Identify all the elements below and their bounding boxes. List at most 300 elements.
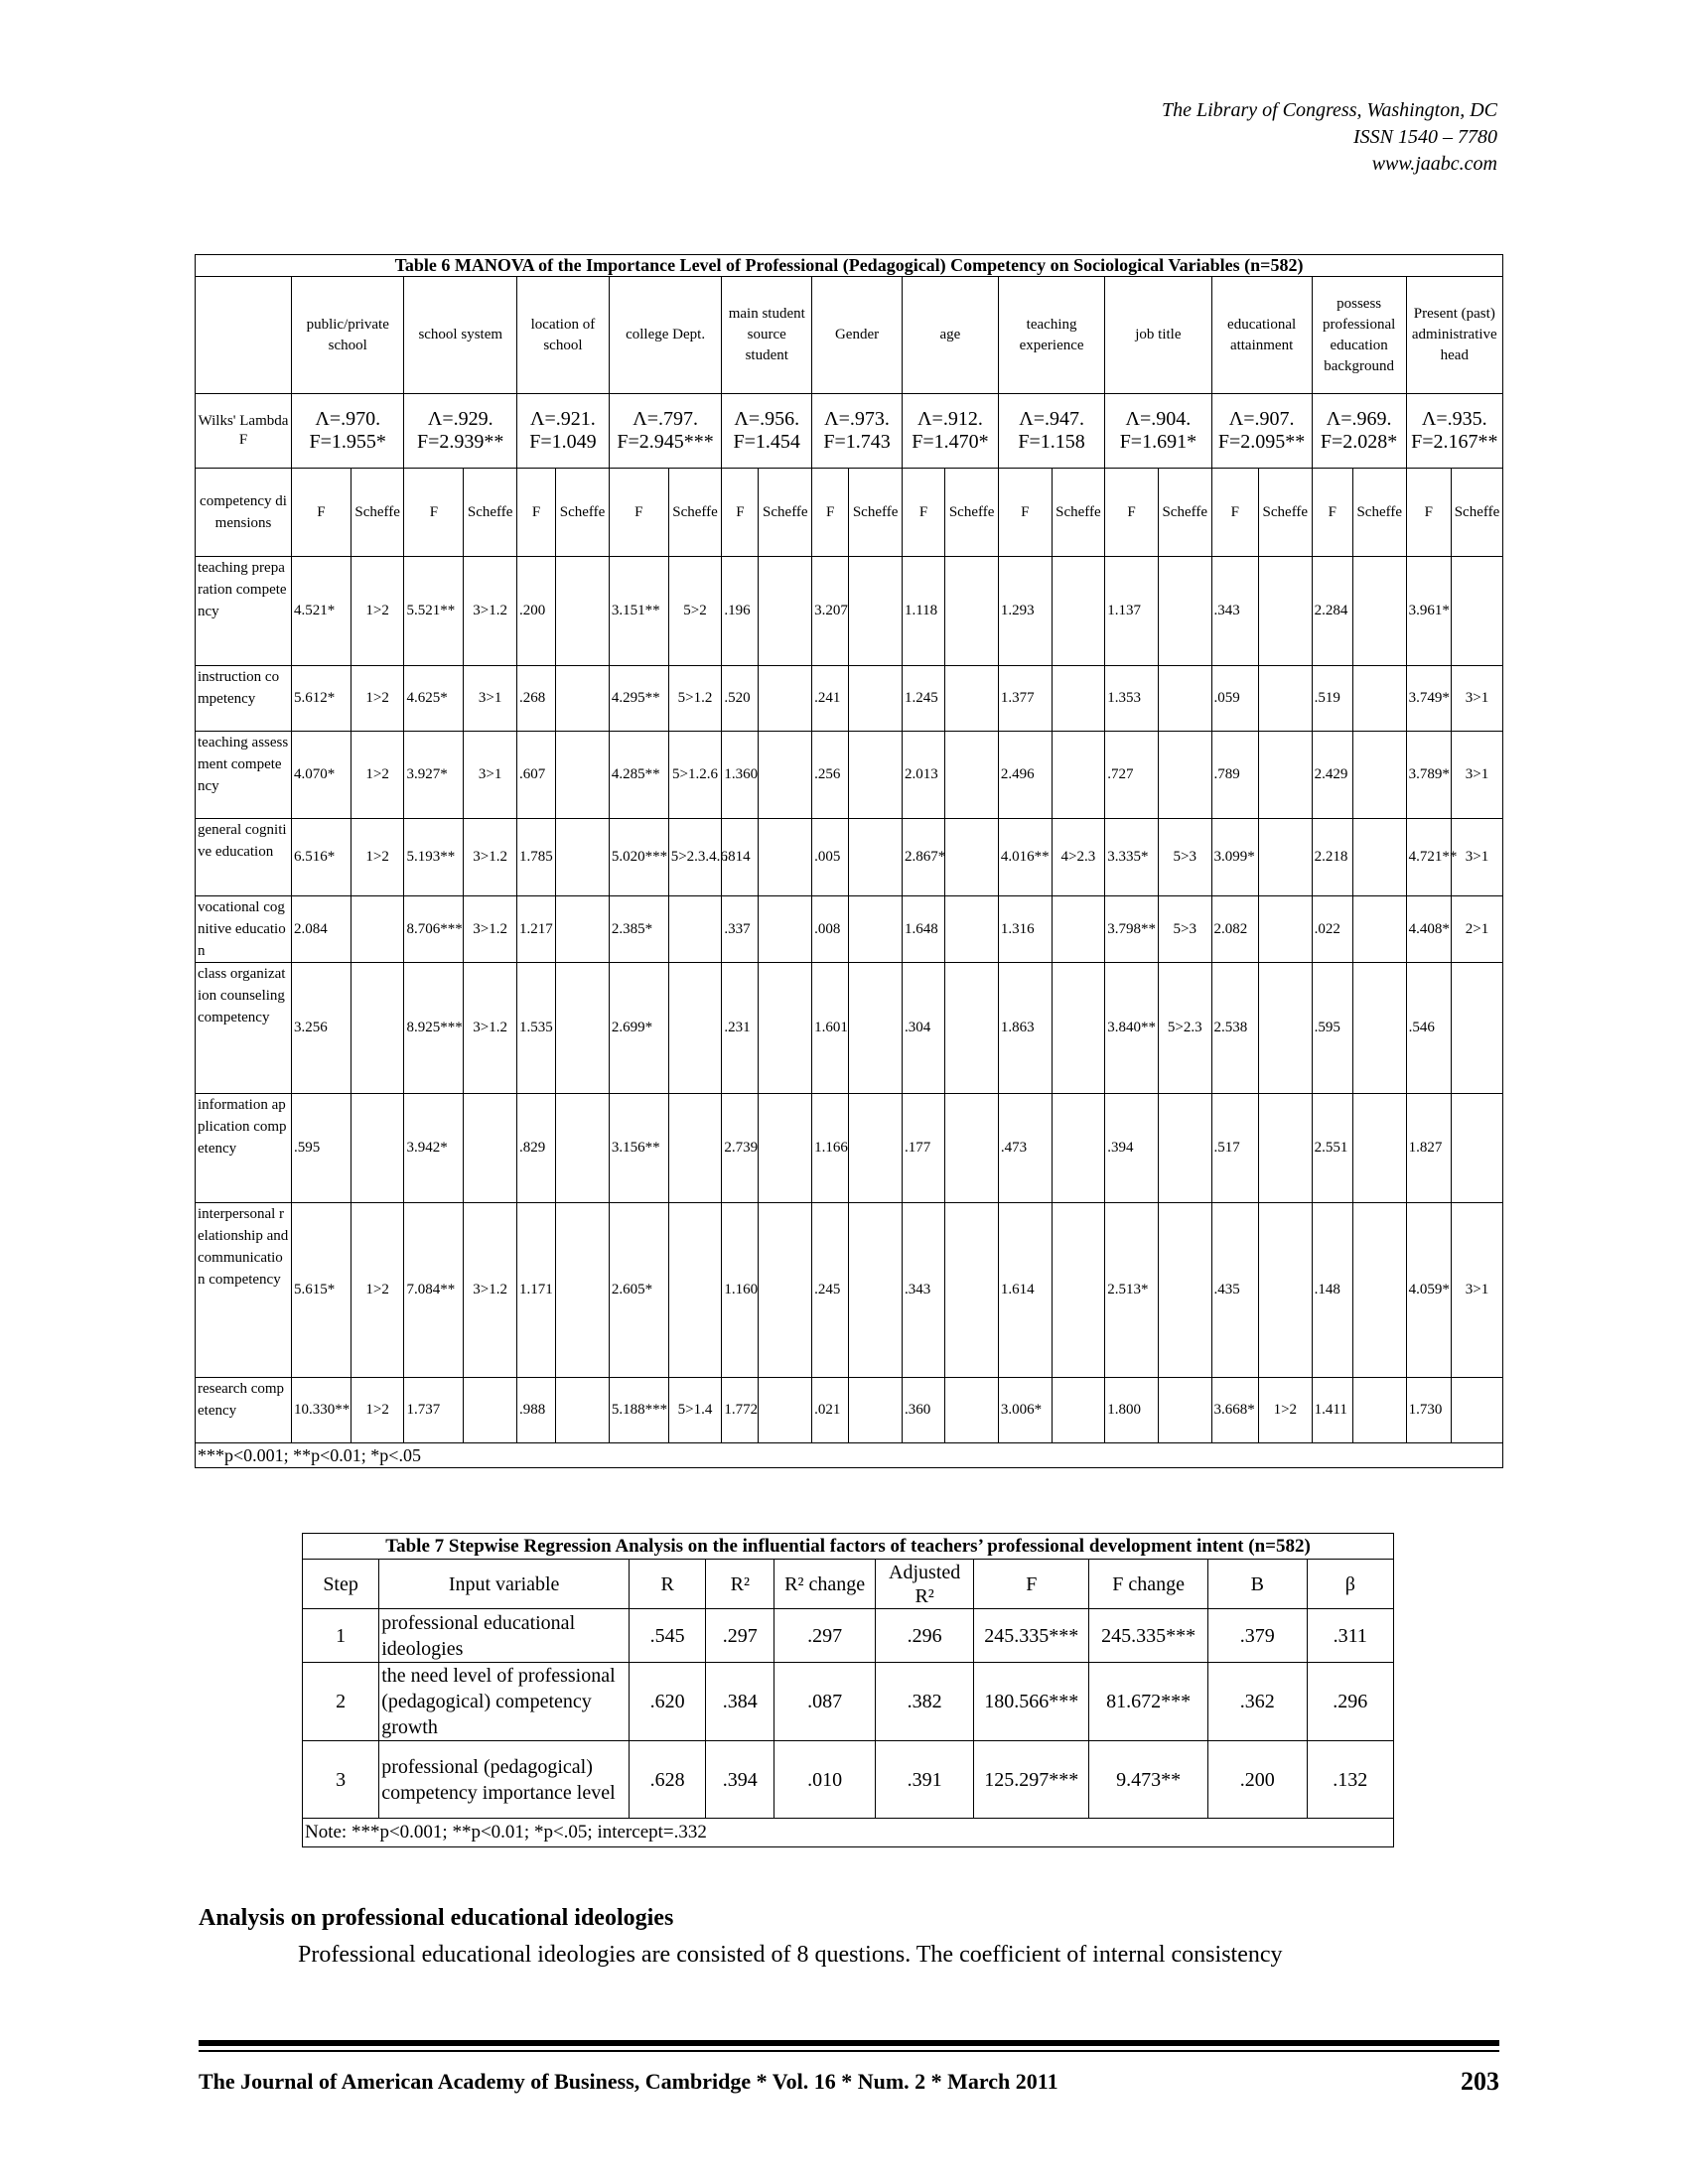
f-value-cell: .517 — [1211, 1094, 1258, 1203]
input-variable-cell: the need level of professional (pedagogical) competency growth — [379, 1663, 630, 1741]
table-6-note: ***p<0.001; **p<0.01; *p<.05 — [196, 1443, 1503, 1468]
f-value-cell: 1.411 — [1312, 1378, 1352, 1443]
f-value-cell: 2.605* — [609, 1203, 668, 1378]
scheffe-cell — [1052, 732, 1105, 819]
wilks-lambda-value: Λ=.929. F=2.939** — [404, 394, 517, 469]
f-subheader: F — [1211, 469, 1258, 557]
scheffe-cell — [945, 819, 999, 896]
wilks-lambda-value: Λ=.904. F=1.691* — [1105, 394, 1211, 469]
scheffe-cell — [1158, 1094, 1211, 1203]
scheffe-subheader: Scheffe — [1158, 469, 1211, 557]
f-subheader: F — [902, 469, 944, 557]
scheffe-cell — [556, 557, 610, 666]
scheffe-subheader: Scheffe — [945, 469, 999, 557]
f-value-cell: .435 — [1211, 1203, 1258, 1378]
f-value-cell: 3.335* — [1105, 819, 1159, 896]
f-value-cell: 1.863 — [998, 963, 1052, 1094]
f-value-cell: 2.082 — [1211, 896, 1258, 963]
dimension-label: competency dimensions — [196, 469, 292, 557]
table-7-note-row — [303, 1819, 1394, 1847]
scheffe-cell: 5>2.3 — [1158, 963, 1211, 1094]
value-cell: 245.335*** — [1089, 1609, 1208, 1663]
f-value-cell: 10.330** — [291, 1378, 351, 1443]
f-value-cell: 1.217 — [516, 896, 555, 963]
scheffe-cell — [1052, 1203, 1105, 1378]
scheffe-cell — [556, 732, 610, 819]
scheffe-cell — [1451, 557, 1502, 666]
f-value-cell: 1.360 — [722, 732, 759, 819]
f-value-cell: 4.625* — [404, 666, 464, 732]
scheffe-cell — [759, 819, 812, 896]
scheffe-cell — [849, 557, 903, 666]
table-7-note: Note: ***p<0.001; **p<0.01; *p<.05; intercept=.332 — [303, 1819, 1394, 1847]
scheffe-cell — [1052, 666, 1105, 732]
value-cell: 3 — [303, 1741, 379, 1819]
f-value-cell: 7.084** — [404, 1203, 464, 1378]
f-value-cell: .005 — [812, 819, 849, 896]
scheffe-cell — [849, 666, 903, 732]
competency-dimension: class organization counseling competency — [196, 963, 292, 1094]
scheffe-cell: 3>1.2 — [464, 557, 517, 666]
f-value-cell: 3.156** — [609, 1094, 668, 1203]
f-value-cell: .022 — [1312, 896, 1352, 963]
scheffe-cell — [556, 819, 610, 896]
group-header: main student source student — [722, 277, 812, 394]
f-value-cell: 2.551 — [1312, 1094, 1352, 1203]
column-header: R² — [706, 1560, 774, 1609]
table-6-caption: Table 6 MANOVA of the Importance Level of Professional (Pedagogical) Competency on Sociological Variables (n=582) — [196, 255, 1503, 277]
f-value-cell: .595 — [1312, 963, 1352, 1094]
f-value-cell: 4.059* — [1406, 1203, 1451, 1378]
competency-dimension: teaching assessment competency — [196, 732, 292, 819]
scheffe-cell — [1352, 557, 1406, 666]
f-value-cell: 2.429 — [1312, 732, 1352, 819]
scheffe-subheader: Scheffe — [556, 469, 610, 557]
f-value-cell: .256 — [812, 732, 849, 819]
f-subheader: F — [1105, 469, 1159, 557]
header-website: www.jaabc.com — [1371, 153, 1497, 175]
f-value-cell: .231 — [722, 963, 759, 1094]
scheffe-cell — [1158, 666, 1211, 732]
f-value-cell: 1.171 — [516, 1203, 555, 1378]
f-value-cell: .789 — [1211, 732, 1258, 819]
f-value-cell: 3.961* — [1406, 557, 1451, 666]
f-subheader: F — [1406, 469, 1451, 557]
subheader-row — [196, 469, 1503, 557]
f-value-cell: 3.942* — [404, 1094, 464, 1203]
f-value-cell: .337 — [722, 896, 759, 963]
f-value-cell: 8.925*** — [404, 963, 464, 1094]
f-value-cell: 2.513* — [1105, 1203, 1159, 1378]
scheffe-cell — [759, 666, 812, 732]
group-header: job title — [1105, 277, 1211, 394]
scheffe-cell: 1>2 — [351, 732, 404, 819]
group-header: age — [902, 277, 998, 394]
value-cell: 180.566*** — [974, 1663, 1089, 1741]
scheffe-cell — [1259, 557, 1313, 666]
scheffe-cell — [945, 666, 999, 732]
competency-dimension: teaching preparation competency — [196, 557, 292, 666]
wilks-lambda-value: Λ=.797. F=2.945*** — [609, 394, 722, 469]
scheffe-cell: 3>1 — [1451, 819, 1502, 896]
scheffe-cell: 3>1 — [1451, 732, 1502, 819]
value-cell: .087 — [774, 1663, 876, 1741]
f-value-cell: .021 — [812, 1378, 849, 1443]
f-value-cell: 5.615* — [291, 1203, 351, 1378]
scheffe-cell — [945, 1094, 999, 1203]
scheffe-cell: 5>3 — [1158, 896, 1211, 963]
f-value-cell: 5.521** — [404, 557, 464, 666]
table-row — [303, 1663, 1394, 1741]
scheffe-cell: 5>2.3.4.6 — [668, 819, 722, 896]
table-row — [196, 557, 1503, 666]
scheffe-cell: 3>1 — [1451, 1203, 1502, 1378]
scheffe-cell — [1052, 896, 1105, 963]
scheffe-cell — [1259, 819, 1313, 896]
wilks-lambda-row — [196, 394, 1503, 469]
f-value-cell: .196 — [722, 557, 759, 666]
f-subheader: F — [291, 469, 351, 557]
scheffe-cell — [351, 1094, 404, 1203]
table-row — [196, 1203, 1503, 1378]
scheffe-cell: 1>2 — [1259, 1378, 1313, 1443]
scheffe-cell: 3>1.2 — [464, 819, 517, 896]
scheffe-subheader: Scheffe — [759, 469, 812, 557]
f-value-cell: .059 — [1211, 666, 1258, 732]
f-value-cell: 2.699* — [609, 963, 668, 1094]
f-value-cell: 1.730 — [1406, 1378, 1451, 1443]
scheffe-cell — [1451, 1094, 1502, 1203]
scheffe-cell: 1>2 — [351, 1203, 404, 1378]
scheffe-cell — [1052, 1378, 1105, 1443]
scheffe-cell — [1451, 963, 1502, 1094]
input-variable-cell: professional educational ideologies — [379, 1609, 630, 1663]
table-6-manova — [195, 254, 1503, 1468]
scheffe-cell: 5>3 — [1158, 819, 1211, 896]
f-value-cell: 4.285** — [609, 732, 668, 819]
f-value-cell: .519 — [1312, 666, 1352, 732]
f-value-cell: .343 — [1211, 557, 1258, 666]
group-header: location of school — [516, 277, 609, 394]
value-cell: .296 — [1307, 1663, 1393, 1741]
value-cell: 81.672*** — [1089, 1663, 1208, 1741]
f-subheader: F — [516, 469, 555, 557]
group-header: possess professional education background — [1312, 277, 1406, 394]
scheffe-cell — [849, 963, 903, 1094]
f-subheader: F — [609, 469, 668, 557]
table-row — [196, 666, 1503, 732]
f-value-cell: .814 — [722, 819, 759, 896]
value-cell: .382 — [875, 1663, 974, 1741]
scheffe-cell: 5>1.4 — [668, 1378, 722, 1443]
column-header: Step — [303, 1560, 379, 1609]
f-value-cell: .245 — [812, 1203, 849, 1378]
scheffe-cell — [668, 896, 722, 963]
competency-dimension: general cognitive education — [196, 819, 292, 896]
wilks-lambda-value: Λ=.947. F=1.158 — [998, 394, 1104, 469]
scheffe-cell — [668, 1203, 722, 1378]
header-library: The Library of Congress, Washington, DC — [1161, 99, 1497, 121]
f-value-cell: 4.521* — [291, 557, 351, 666]
scheffe-cell — [464, 1378, 517, 1443]
wilks-lambda-value: Λ=.921. F=1.049 — [516, 394, 609, 469]
scheffe-cell: 4>2.3 — [1052, 819, 1105, 896]
scheffe-subheader: Scheffe — [1259, 469, 1313, 557]
f-value-cell: 3.840** — [1105, 963, 1159, 1094]
f-value-cell: 3.927* — [404, 732, 464, 819]
scheffe-cell — [945, 963, 999, 1094]
input-variable-cell: professional (pedagogical) competency importance level — [379, 1741, 630, 1819]
f-subheader: F — [404, 469, 464, 557]
wilks-lambda-value: Λ=.935. F=2.167** — [1406, 394, 1502, 469]
f-value-cell: 5.193** — [404, 819, 464, 896]
running-header — [1162, 97, 1497, 178]
table-6-group-header-row — [196, 277, 1503, 394]
table-7-header-row — [303, 1560, 1394, 1609]
scheffe-cell — [668, 963, 722, 1094]
table-6-caption-row — [196, 255, 1503, 277]
table-row — [196, 896, 1503, 963]
value-cell: .384 — [706, 1663, 774, 1741]
scheffe-subheader: Scheffe — [1052, 469, 1105, 557]
f-value-cell: .988 — [516, 1378, 555, 1443]
f-subheader: F — [812, 469, 849, 557]
journal-citation: The Journal of American Academy of Business, Cambridge * Vol. 16 * Num. 2 * March 2011 — [199, 2069, 1058, 2094]
competency-dimension: research competency — [196, 1378, 292, 1443]
scheffe-cell — [759, 557, 812, 666]
column-header: F change — [1089, 1560, 1208, 1609]
scheffe-cell: 1>2 — [351, 1378, 404, 1443]
footer-rule-thick — [199, 2040, 1499, 2046]
f-value-cell: 1.648 — [902, 896, 944, 963]
f-value-cell: 4.070* — [291, 732, 351, 819]
scheffe-cell — [1158, 1203, 1211, 1378]
scheffe-cell: 3>1 — [464, 666, 517, 732]
f-value-cell: .008 — [812, 896, 849, 963]
scheffe-cell: 3>1.2 — [464, 963, 517, 1094]
f-value-cell: 4.295** — [609, 666, 668, 732]
scheffe-cell: 3>1.2 — [464, 896, 517, 963]
scheffe-cell — [1352, 896, 1406, 963]
f-value-cell: 2.385* — [609, 896, 668, 963]
f-value-cell: 3.099* — [1211, 819, 1258, 896]
value-cell: 125.297*** — [974, 1741, 1089, 1819]
scheffe-cell — [945, 1378, 999, 1443]
value-cell: 245.335*** — [974, 1609, 1089, 1663]
column-header: β — [1307, 1560, 1393, 1609]
f-value-cell: 3.207 — [812, 557, 849, 666]
scheffe-cell — [556, 1378, 610, 1443]
scheffe-cell: 5>1.2 — [668, 666, 722, 732]
table-row — [196, 819, 1503, 896]
column-header: Input variable — [379, 1560, 630, 1609]
value-cell: .620 — [630, 1663, 706, 1741]
scheffe-cell — [1052, 557, 1105, 666]
f-value-cell: .546 — [1406, 963, 1451, 1094]
table-row — [196, 963, 1503, 1094]
value-cell: .010 — [774, 1741, 876, 1819]
f-value-cell: 1.772 — [722, 1378, 759, 1443]
scheffe-cell — [849, 732, 903, 819]
group-header: teaching experience — [998, 277, 1104, 394]
scheffe-cell — [1259, 963, 1313, 1094]
f-subheader: F — [1312, 469, 1352, 557]
f-value-cell: 1.353 — [1105, 666, 1159, 732]
scheffe-cell — [1259, 666, 1313, 732]
f-value-cell: 3.798** — [1105, 896, 1159, 963]
group-header: Present (past) administrative head — [1406, 277, 1502, 394]
f-value-cell: .177 — [902, 1094, 944, 1203]
value-cell: .545 — [630, 1609, 706, 1663]
f-value-cell: .394 — [1105, 1094, 1159, 1203]
f-value-cell: 6.516* — [291, 819, 351, 896]
f-value-cell: 2.496 — [998, 732, 1052, 819]
header-issn: ISSN 1540 – 7780 — [1353, 126, 1497, 148]
scheffe-cell: 3>1 — [1451, 666, 1502, 732]
f-value-cell: 1.737 — [404, 1378, 464, 1443]
competency-dimension: interpersonal relationship and communication competency — [196, 1203, 292, 1378]
f-value-cell: .360 — [902, 1378, 944, 1443]
scheffe-cell — [849, 1203, 903, 1378]
scheffe-cell: 5>2 — [668, 557, 722, 666]
scheffe-cell — [1352, 963, 1406, 1094]
value-cell: 9.473** — [1089, 1741, 1208, 1819]
scheffe-cell — [945, 896, 999, 963]
wilks-lambda-value: Λ=.956. F=1.454 — [722, 394, 812, 469]
scheffe-cell — [759, 1378, 812, 1443]
scheffe-cell — [759, 1203, 812, 1378]
competency-dimension: vocational cognitive education — [196, 896, 292, 963]
scheffe-cell — [1352, 1203, 1406, 1378]
f-value-cell: 1.377 — [998, 666, 1052, 732]
scheffe-cell — [1352, 1378, 1406, 1443]
wilks-lambda-value: Λ=.912. F=1.470* — [902, 394, 998, 469]
table-7-caption: Table 7 Stepwise Regression Analysis on the influential factors of teachers’ professional development intent (n=582) — [303, 1534, 1394, 1560]
scheffe-cell — [1158, 732, 1211, 819]
f-value-cell: 1.293 — [998, 557, 1052, 666]
f-value-cell: 4.408* — [1406, 896, 1451, 963]
wilks-lambda-value: Λ=.907. F=2.095** — [1211, 394, 1312, 469]
scheffe-cell: 1>2 — [351, 666, 404, 732]
f-value-cell: .268 — [516, 666, 555, 732]
scheffe-cell — [1352, 1094, 1406, 1203]
scheffe-cell: 3>1.2 — [464, 1203, 517, 1378]
table-row — [196, 1378, 1503, 1443]
value-cell: .297 — [774, 1609, 876, 1663]
f-value-cell: 2.284 — [1312, 557, 1352, 666]
value-cell: .297 — [706, 1609, 774, 1663]
table-row — [196, 1094, 1503, 1203]
value-cell: .394 — [706, 1741, 774, 1819]
table-6-note-row — [196, 1443, 1503, 1468]
f-value-cell: .473 — [998, 1094, 1052, 1203]
value-cell: .200 — [1208, 1741, 1308, 1819]
f-value-cell: .148 — [1312, 1203, 1352, 1378]
group-header: college Dept. — [609, 277, 722, 394]
f-value-cell: 4.721** — [1406, 819, 1451, 896]
f-value-cell: 2.538 — [1211, 963, 1258, 1094]
scheffe-cell — [849, 819, 903, 896]
scheffe-cell — [1158, 1378, 1211, 1443]
f-value-cell: .241 — [812, 666, 849, 732]
scheffe-cell — [759, 896, 812, 963]
wilks-lambda-label: Wilks' Lambda F — [196, 394, 292, 469]
scheffe-cell — [556, 666, 610, 732]
value-cell: .362 — [1208, 1663, 1308, 1741]
scheffe-cell — [1352, 819, 1406, 896]
scheffe-cell — [1259, 1094, 1313, 1203]
f-value-cell: 3.789* — [1406, 732, 1451, 819]
competency-dimension: information application competency — [196, 1094, 292, 1203]
group-header: Gender — [812, 277, 903, 394]
scheffe-cell — [1158, 557, 1211, 666]
f-value-cell: 5.612* — [291, 666, 351, 732]
table-7-caption-row — [303, 1534, 1394, 1560]
scheffe-cell — [1451, 1378, 1502, 1443]
scheffe-cell — [1052, 963, 1105, 1094]
scheffe-cell — [1259, 1203, 1313, 1378]
scheffe-cell — [1259, 896, 1313, 963]
value-cell: 2 — [303, 1663, 379, 1741]
page-footer — [199, 2069, 1499, 2095]
table-7-regression — [302, 1533, 1394, 1847]
f-value-cell: 1.800 — [1105, 1378, 1159, 1443]
scheffe-cell — [759, 732, 812, 819]
f-value-cell: 1.614 — [998, 1203, 1052, 1378]
f-value-cell: 5.020*** — [609, 819, 668, 896]
scheffe-cell — [1259, 732, 1313, 819]
scheffe-cell — [351, 963, 404, 1094]
scheffe-cell: 1>2 — [351, 557, 404, 666]
value-cell: .628 — [630, 1741, 706, 1819]
scheffe-cell: 2>1 — [1451, 896, 1502, 963]
value-cell: .311 — [1307, 1609, 1393, 1663]
scheffe-cell — [849, 1378, 903, 1443]
scheffe-subheader: Scheffe — [464, 469, 517, 557]
f-value-cell: 3.749* — [1406, 666, 1451, 732]
f-value-cell: .607 — [516, 732, 555, 819]
scheffe-cell — [668, 1094, 722, 1203]
f-value-cell: 1.601 — [812, 963, 849, 1094]
scheffe-cell — [556, 1203, 610, 1378]
f-value-cell: 5.188*** — [609, 1378, 668, 1443]
f-value-cell: .829 — [516, 1094, 555, 1203]
scheffe-cell — [351, 896, 404, 963]
scheffe-cell — [759, 1094, 812, 1203]
f-value-cell: 3.668* — [1211, 1378, 1258, 1443]
f-value-cell: .727 — [1105, 732, 1159, 819]
value-cell: .132 — [1307, 1741, 1393, 1819]
f-value-cell: .595 — [291, 1094, 351, 1203]
f-value-cell: 1.245 — [902, 666, 944, 732]
scheffe-cell — [556, 896, 610, 963]
scheffe-cell — [464, 1094, 517, 1203]
scheffe-cell — [556, 1094, 610, 1203]
f-value-cell: 2.867* — [902, 819, 944, 896]
f-value-cell: .343 — [902, 1203, 944, 1378]
f-value-cell: .200 — [516, 557, 555, 666]
table-row — [303, 1609, 1394, 1663]
f-value-cell: 2.739 — [722, 1094, 759, 1203]
f-value-cell: 1.785 — [516, 819, 555, 896]
scheffe-cell — [556, 963, 610, 1094]
scheffe-cell — [945, 1203, 999, 1378]
column-header: Adjusted R² — [875, 1560, 974, 1609]
table-row — [196, 732, 1503, 819]
group-header: public/private school — [291, 277, 404, 394]
scheffe-subheader: Scheffe — [849, 469, 903, 557]
value-cell: 1 — [303, 1609, 379, 1663]
